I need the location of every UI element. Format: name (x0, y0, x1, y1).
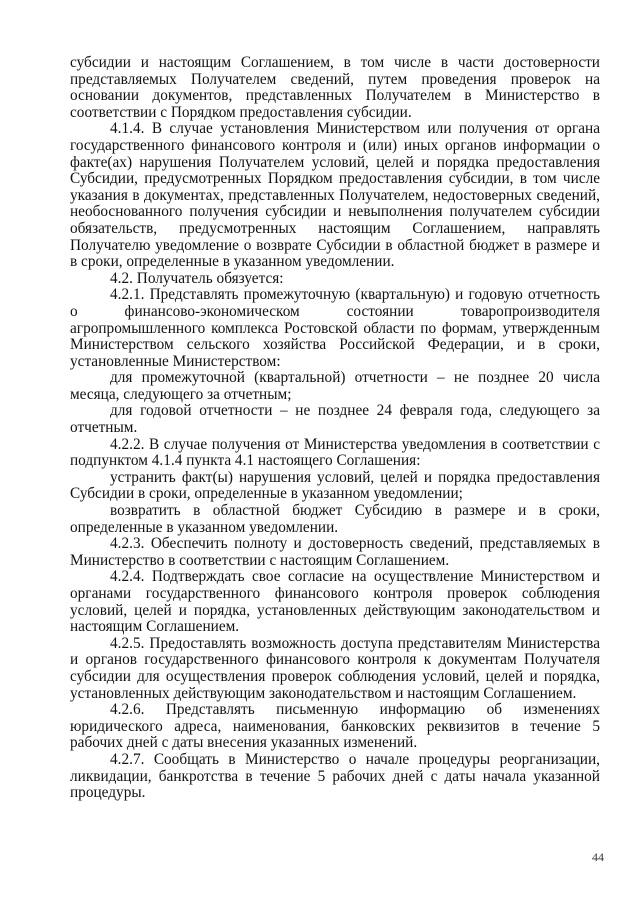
paragraph-4-2-6: 4.2.6. Представлять письменную информацию об изменениях юридического адреса, наименования, банковских реквизитов в течение 5 рабочих дней с даты внесения указанных изменений. (70, 701, 600, 752)
paragraph-4-2-7: 4.2.7. Сообщать в Министерство о начале процедуры реорганизации, ликвидации, банкротства в течение 5 рабочих дней с даты начала указанной процедуры. (70, 750, 600, 802)
paragraph-4-2: 4.2. Получатель обязуется: (110, 269, 284, 287)
paragraph-4-2-4: 4.2.4. Подтверждать свое согласие на осуществление Министерством и органами государственного финансового контроля проверок соблюдения условий, целей и порядка, установленных действующим законодательством и настоящим Соглашением. (70, 568, 600, 636)
document-body (70, 55, 600, 802)
paragraph-4-2-2: 4.2.2. В случае получения от Министерства уведомления в соответствии с подпунктом 4.1.4 пункта 4.1 настоящего Соглашения: (70, 435, 600, 470)
page-number: 44 (592, 850, 604, 864)
paragraph-eliminate-violations: устранить факт(ы) нарушения условий, целей и порядка предоставления Субсидии в сроки, определенные в указанном уведомлении; (70, 468, 600, 503)
paragraph-4-1-4: 4.1.4. В случае установления Министерством или получения от органа государственного финансового контроля и (или) иных органов информации о факте(ах) нарушения Получателем условий, целей и порядка предоставления Субсидии, предусмотренных Порядком предоставления субсидии, в том числе указания в документах, представленных Получателем, недостоверных сведений, необоснованного получения субсидии и невыполнения получателем субсидии обязательств, предусмотренных настоящим Соглашением, направлять Получателю уведомление о возврате Субсидии в областной бюджет в размере и в сроки, определенные в указанном уведомлении. (70, 120, 600, 271)
paragraph-4-2-1: 4.2.1. Представлять промежуточную (квартальную) и годовую отчетность о финансово-экономическом состоянии товаропроизводителя агропромышленного комплекса Ростовской области по формам, утвержденным Министерством сельского хозяйства Российской Федерации, и в сроки, установленные Министерством: (70, 286, 600, 370)
paragraph-annual-report: для годовой отчетности – не позднее 24 февраля года, следующего за отчетным. (70, 402, 600, 437)
paragraph-4-2-3: 4.2.3. Обеспечить полноту и достоверность сведений, представляемых в Министерство в соответствии с настоящим Соглашением. (70, 535, 600, 569)
paragraph-quarterly-report: для промежуточной (квартальной) отчетности – не позднее 20 числа месяца, следующего за отчетным; (70, 369, 600, 403)
paragraph-return-subsidy: возвратить в областной бюджет Субсидию в размере и в сроки, определенные в указанном уведомлении. (70, 502, 600, 536)
paragraph-4-2-5: 4.2.5. Предоставлять возможность доступа представителям Министерства и органов государственного финансового контроля к документам Получателя субсидии для осуществления проверок соблюдения условий, целей и порядка, установленных действующим законодательством и настоящим Соглашением. (70, 634, 600, 702)
paragraph-continuation: субсидии и настоящим Соглашением, в том числе в части достоверности представляемых Получателем сведений, путем проведения проверок на основании документов, представленных Получателем в Министерство в соответствии с Порядком предоставления субсидии. (70, 54, 600, 121)
